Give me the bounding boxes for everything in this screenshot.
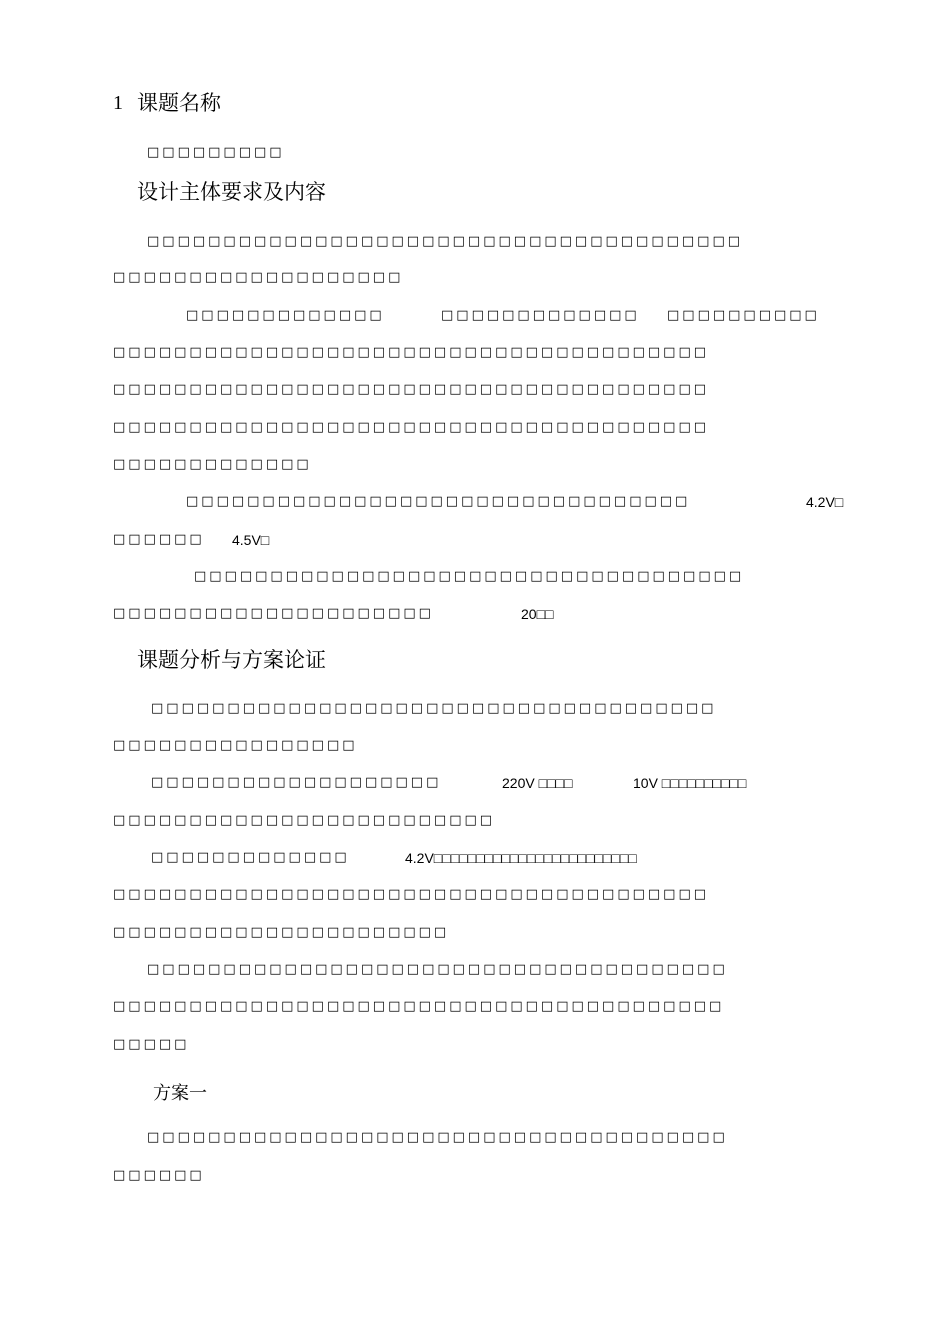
section-3-transformer-line-2: □□□□□□□□□□□□□□□□□□□□□□□□□ (113, 813, 496, 828)
section-2-voltage-b-prefix: □□□□□□ (113, 532, 205, 547)
section-2-voltage-line: □□□□□□□□□□□□□□□□□□□□□□□□□□□□□□□□□ (186, 494, 691, 509)
section-2-time-value: 20□□ (521, 606, 554, 622)
section-3-charge-line-1: □□□□□□□□□□□□□□□□□□□□□□□□□□□□□□□□□□□□□□□ (113, 887, 710, 902)
section-3-transformer-out: 10V □□□□□□□□□□ (633, 775, 747, 791)
plan-1-heading: 方案一 (153, 1083, 207, 1104)
section-2-block-line-3: □□□□□□□□□□□□□□□□□□□□□□□□□□□□□□□□□□□□□□□ (113, 420, 710, 435)
section-2-line-3a: □□□□□□□□□□□□□ (186, 308, 385, 323)
section-3-charge-voltage: 4.2V□□□□□□□□□□□□□□□□□□□□□□□□ (405, 850, 637, 866)
section-2-time-line: □□□□□□□□□□□□□□□□□□□□□□□□□□□□□□□□□□□□ (194, 569, 745, 584)
section-1-body: □□□□□□□□□ (147, 145, 285, 160)
section-1-number: 1 (113, 92, 123, 114)
section-2-line-1: □□□□□□□□□□□□□□□□□□□□□□□□□□□□□□□□□□□□□□□ (147, 234, 744, 249)
section-3-heading: 课题分析与方案论证 (137, 648, 326, 672)
section-2-line-3c: □□□□□□□□□□ (667, 308, 820, 323)
plan-1-line-2: □□□□□□ (113, 1168, 205, 1183)
section-3-line-2: □□□□□□□□□□□□□□□□ (113, 738, 358, 753)
section-2-voltage-a: 4.2V□ (806, 494, 844, 510)
section-3-charge-line-2: □□□□□□□□□□□□□□□□□□□□□□ (113, 925, 450, 940)
section-2-block-line-2: □□□□□□□□□□□□□□□□□□□□□□□□□□□□□□□□□□□□□□□ (113, 382, 710, 397)
section-2-line-3b: □□□□□□□□□□□□□ (441, 308, 640, 323)
section-2-heading: 设计主体要求及内容 (137, 180, 326, 204)
section-3-charge-prefix: □□□□□□□□□□□□□ (151, 850, 350, 865)
section-2-block-line-1: □□□□□□□□□□□□□□□□□□□□□□□□□□□□□□□□□□□□□□□ (113, 345, 710, 360)
section-2-time-line-2: □□□□□□□□□□□□□□□□□□□□□ (113, 606, 434, 621)
section-3-scheme-line-2: □□□□□□□□□□□□□□□□□□□□□□□□□□□□□□□□□□□□□□□□ (113, 999, 725, 1014)
section-3-scheme-line-1: □□□□□□□□□□□□□□□□□□□□□□□□□□□□□□□□□□□□□□ (147, 962, 728, 977)
plan-1-line-1: □□□□□□□□□□□□□□□□□□□□□□□□□□□□□□□□□□□□□□ (147, 1130, 728, 1145)
section-3-transformer-prefix: □□□□□□□□□□□□□□□□□□□ (151, 775, 442, 790)
section-2-line-2: □□□□□□□□□□□□□□□□□□□ (113, 270, 404, 285)
section-2-voltage-b: 4.5V□ (232, 532, 270, 548)
section-3-line-1: □□□□□□□□□□□□□□□□□□□□□□□□□□□□□□□□□□□□□ (151, 701, 717, 716)
section-3-transformer-in: 220V □□□□ (502, 775, 573, 791)
section-1-heading: 课题名称 (137, 91, 221, 115)
section-2-block-line-4: □□□□□□□□□□□□□ (113, 457, 312, 472)
section-3-scheme-line-3: □□□□□ (113, 1037, 190, 1052)
